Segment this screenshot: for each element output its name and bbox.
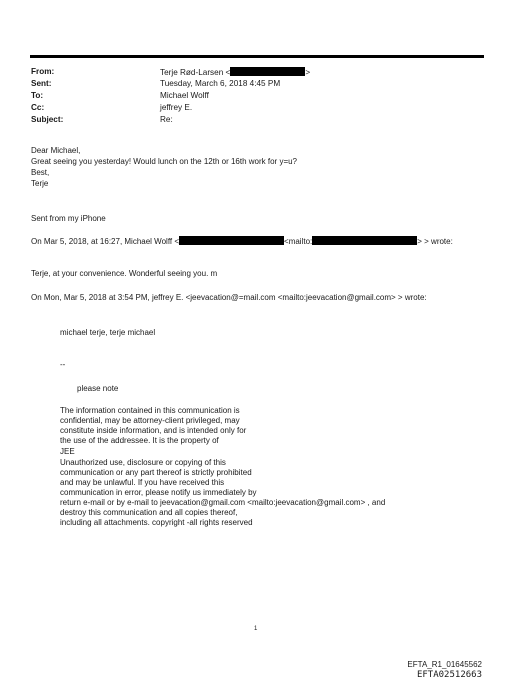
closing: Best, [31, 168, 50, 177]
to-value: Michael Wolff [160, 91, 209, 100]
disclaimer-line: JEE [60, 447, 75, 456]
subject-label: Subject: [31, 115, 64, 124]
page-number: 1 [254, 626, 258, 632]
disclaimer-line: the use of the addressee. It is the property of [60, 436, 219, 445]
cc-value: jeffrey E. [160, 103, 193, 112]
from-close: > [305, 68, 311, 77]
sent-label: Sent: [31, 79, 52, 88]
redaction-block [230, 67, 305, 76]
redaction-block [179, 236, 284, 245]
please-note: please note [77, 384, 119, 393]
from-value [160, 67, 310, 77]
sent-from: Sent from my iPhone [31, 214, 106, 223]
quote1-mailto: <mailto: [284, 237, 313, 246]
subject-value: Re: [160, 115, 173, 124]
from-name: Terje Rød-Larsen < [160, 68, 231, 77]
disclaimer-line: communication or any part thereof is strictly prohibited [60, 468, 252, 477]
signoff: Terje [31, 179, 49, 188]
to-label: To: [31, 91, 44, 100]
reply-line: Terje, at your convenience. Wonderful seeing you. m [31, 269, 218, 278]
disclaimer-line: including all attachments. copyright -all rights reserved [60, 518, 253, 527]
redaction-block [312, 236, 417, 245]
disclaimer-line: destroy this communication and all copies thereof, [60, 508, 238, 517]
sent-value: Tuesday, March 6, 2018 4:45 PM [160, 79, 281, 88]
body-line: Great seeing you yesterday! Would lunch on the 12th or 16th work for y=u? [31, 157, 298, 166]
disclaimer-line: and may be unlawful. If you have received this [60, 478, 225, 487]
quote1-prefix: On Mar 5, 2018, at 16:27, Michael Wolff < [31, 237, 180, 246]
quote1-suffix: > > wrote: [417, 237, 453, 246]
quote-header-2: On Mon, Mar 5, 2018 at 3:54 PM, jeffrey E. <jeevacation@=mail.com <mailto:jeevacation@gmail.com> > wrote: [31, 293, 427, 302]
dashes: -- [60, 360, 66, 369]
reference-number-1: EFTA_R1_01645562 [407, 660, 482, 669]
header-rule [30, 55, 484, 58]
from-label: From: [31, 67, 55, 76]
disclaimer-line: The information contained in this communication is [60, 406, 240, 415]
reference-number-2: EFTA02512663 [416, 670, 482, 680]
disclaimer-line: return e-mail or by e-mail to jeevacation@gmail.com <mailto:jeevacation@gmail.com> , and [60, 498, 386, 507]
disclaimer-line: Unauthorized use, disclosure or copying of this [60, 458, 226, 467]
disclaimer-line: communication in error, please notify us immediately by [60, 488, 257, 497]
greeting: Dear Michael, [31, 146, 81, 155]
quote-header-1 [31, 236, 453, 247]
names-line: michael terje, terje michael [60, 328, 156, 337]
disclaimer-line: confidential, may be attorney-client privileged, may [60, 416, 240, 425]
cc-label: Cc: [31, 103, 45, 112]
disclaimer-line: constitute inside information, and is intended only for [60, 426, 247, 435]
